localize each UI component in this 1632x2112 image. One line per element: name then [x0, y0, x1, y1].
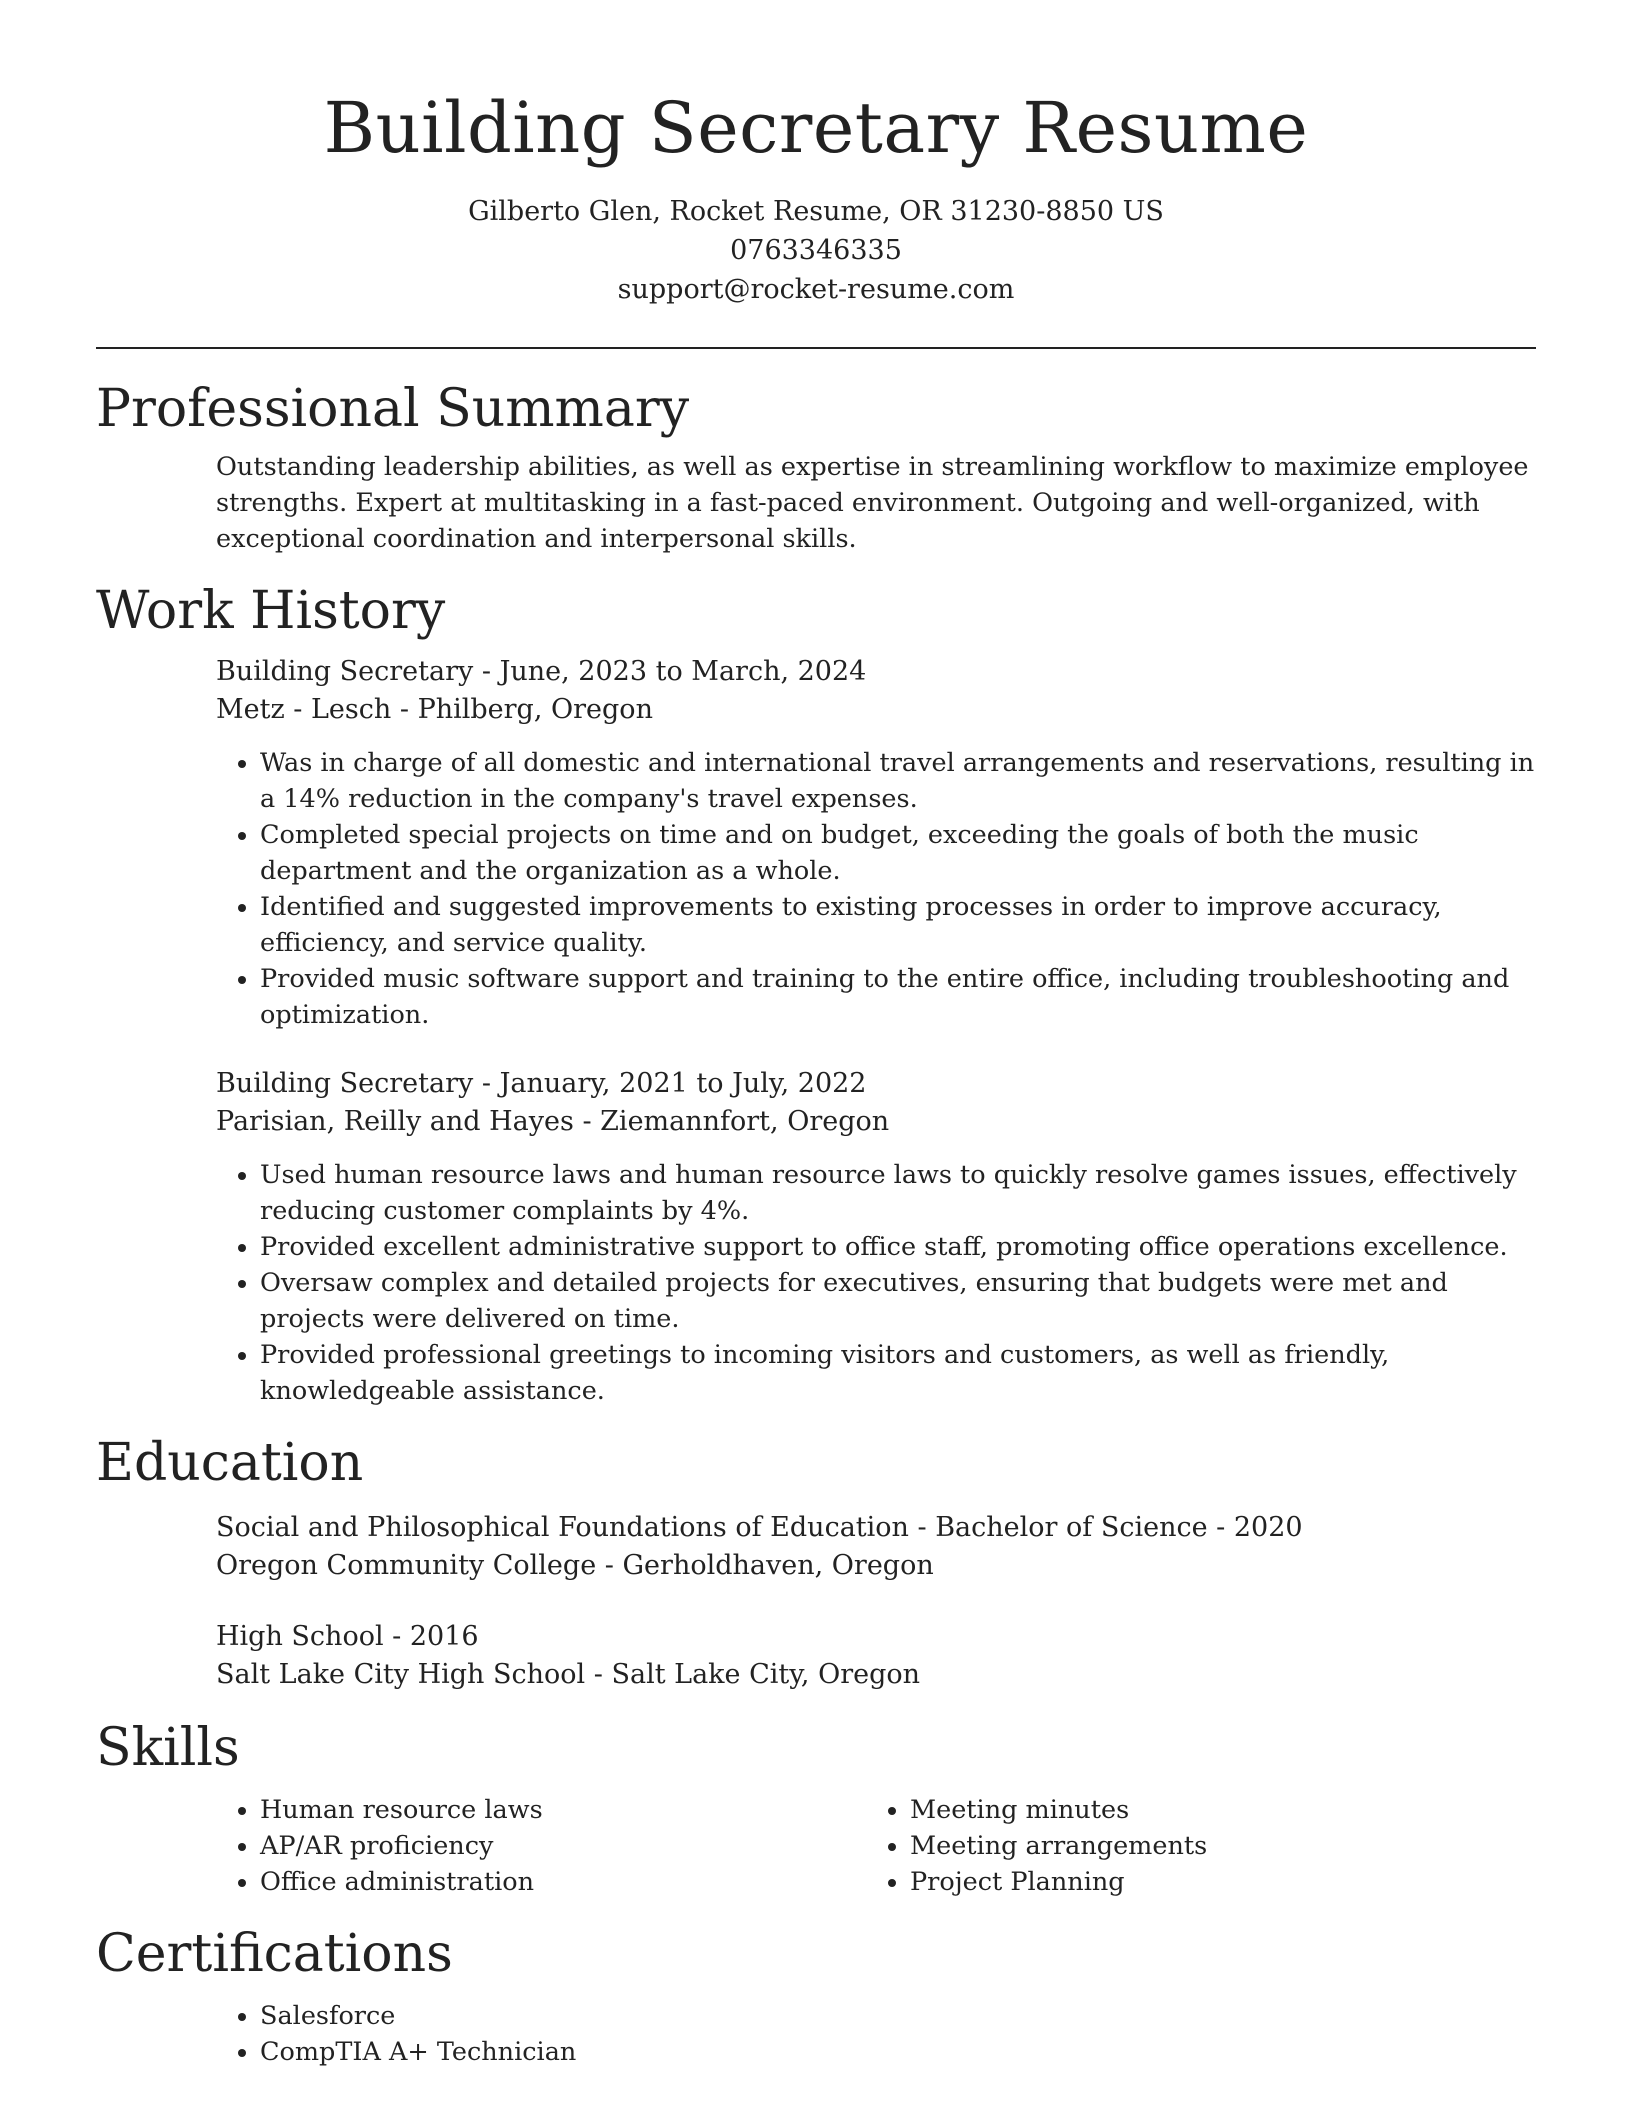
job-entry	[216, 1065, 1536, 1409]
skills-column-right	[866, 1792, 1516, 1900]
education-location: Salt Lake City, Oregon	[611, 1659, 921, 1690]
contact-info	[96, 192, 1536, 309]
resume-page	[96, 0, 1536, 2070]
skill-item: • Project Planning	[910, 1864, 1516, 1900]
list-item: • Provided professional greetings to incoming visitors and customers, as well as friendly, knowledgeable assistance.	[260, 1337, 1536, 1409]
skill-item: • Meeting minutes	[910, 1792, 1516, 1828]
list-item: • Completed special projects on time and on budget, exceeding the goals of both the music department and the organization as a whole.	[260, 817, 1536, 889]
job-dates: January, 2021 to July, 2022	[499, 1068, 867, 1099]
resume-header	[96, 0, 1536, 309]
job-entry	[216, 653, 1536, 1033]
job-title: Building Secretary	[216, 656, 474, 687]
job-dates: June, 2023 to March, 2024	[499, 656, 867, 687]
job-heading: Building Secretary - June, 2023 to March, 2024 Metz - Lesch - Philberg, Oregon	[216, 656, 867, 725]
education-location: Gerholdhaven, Oregon	[622, 1550, 934, 1581]
header-divider	[96, 347, 1536, 349]
list-item: • Used human resource laws and human resource laws to quickly resolve games issues, effectively reducing customer complaints by 4%.	[260, 1157, 1536, 1229]
job-bullets	[216, 745, 1536, 1033]
summary-text: Outstanding leadership abilities, as well as expertise in streamlining workflow to maximize employee strengths. Expert at multitasking in a fast-paced environment. Outgoing and well-organized, with exceptional coordination and interpersonal skills.	[216, 452, 1529, 554]
summary-section	[96, 377, 1536, 557]
job-title: Building Secretary	[216, 1068, 474, 1099]
section-title-certifications: Certifications	[96, 1924, 453, 1984]
job-location: Philberg, Oregon	[417, 694, 653, 725]
list-item: • Provided music software support and training to the entire office, including troubleshooting and optimization.	[260, 961, 1536, 1033]
education-school: Salt Lake City High School	[216, 1659, 586, 1690]
education-degree: Social and Philosophical Foundations of Education - Bachelor of Science - 2020	[216, 1512, 1303, 1543]
section-title-education: Education	[96, 1433, 364, 1493]
certifications-list	[216, 1998, 1536, 2070]
certification-item: • Salesforce	[260, 1998, 1536, 2034]
education-degree: High School - 2016	[216, 1621, 479, 1652]
resume-title: Building Secretary Resume	[323, 87, 1309, 169]
skill-item: • Human resource laws	[260, 1792, 866, 1828]
list-item: • Identified and suggested improvements to existing processes in order to improve accuracy, efficiency, and service quality.	[260, 889, 1536, 961]
contact-phone: 0763346335	[730, 235, 902, 266]
job-bullets	[216, 1157, 1536, 1409]
list-item: • Was in charge of all domestic and international travel arrangements and reservations, resulting in a 14% reduction in the company's travel expenses.	[260, 745, 1536, 817]
skill-item: • Meeting arrangements	[910, 1828, 1516, 1864]
skills-column-left	[216, 1792, 866, 1900]
section-title-work: Work History	[96, 581, 446, 641]
skill-item: • AP/AR proficiency	[260, 1828, 866, 1864]
certification-item: • CompTIA A+ Technician	[260, 2034, 1536, 2070]
section-title-summary: Professional Summary	[96, 379, 690, 439]
job-location: Ziemannfort, Oregon	[600, 1106, 890, 1137]
education-section	[96, 1431, 1536, 1694]
contact-email: support@rocket-resume.com	[617, 274, 1015, 305]
skills-section	[96, 1716, 1536, 1900]
section-title-skills: Skills	[96, 1718, 240, 1778]
job-employer: Metz - Lesch	[216, 694, 392, 725]
job-employer: Parisian, Reilly and Hayes	[216, 1106, 574, 1137]
job-heading: Building Secretary - January, 2021 to July, 2022 Parisian, Reilly and Hayes - Ziemannfort, Oregon	[216, 1068, 890, 1137]
work-section	[96, 579, 1536, 1409]
education-school: Oregon Community College	[216, 1550, 597, 1581]
education-entry: High School - 2016 Salt Lake City High School - Salt Lake City, Oregon	[216, 1618, 1536, 1694]
skill-item: • Office administration	[260, 1864, 866, 1900]
certifications-section	[96, 1922, 1536, 2070]
education-entry: Social and Philosophical Foundations of Education - Bachelor of Science - 2020 Oregon Community College - Gerholdhaven, Oregon	[216, 1509, 1536, 1585]
list-item: • Provided excellent administrative support to office staff, promoting office operations excellence.	[260, 1229, 1536, 1265]
skills-grid	[216, 1792, 1536, 1900]
list-item: • Oversaw complex and detailed projects for executives, ensuring that budgets were met and projects were delivered on time.	[260, 1265, 1536, 1337]
contact-address: Gilberto Glen, Rocket Resume, OR 31230-8850 US	[468, 196, 1164, 227]
